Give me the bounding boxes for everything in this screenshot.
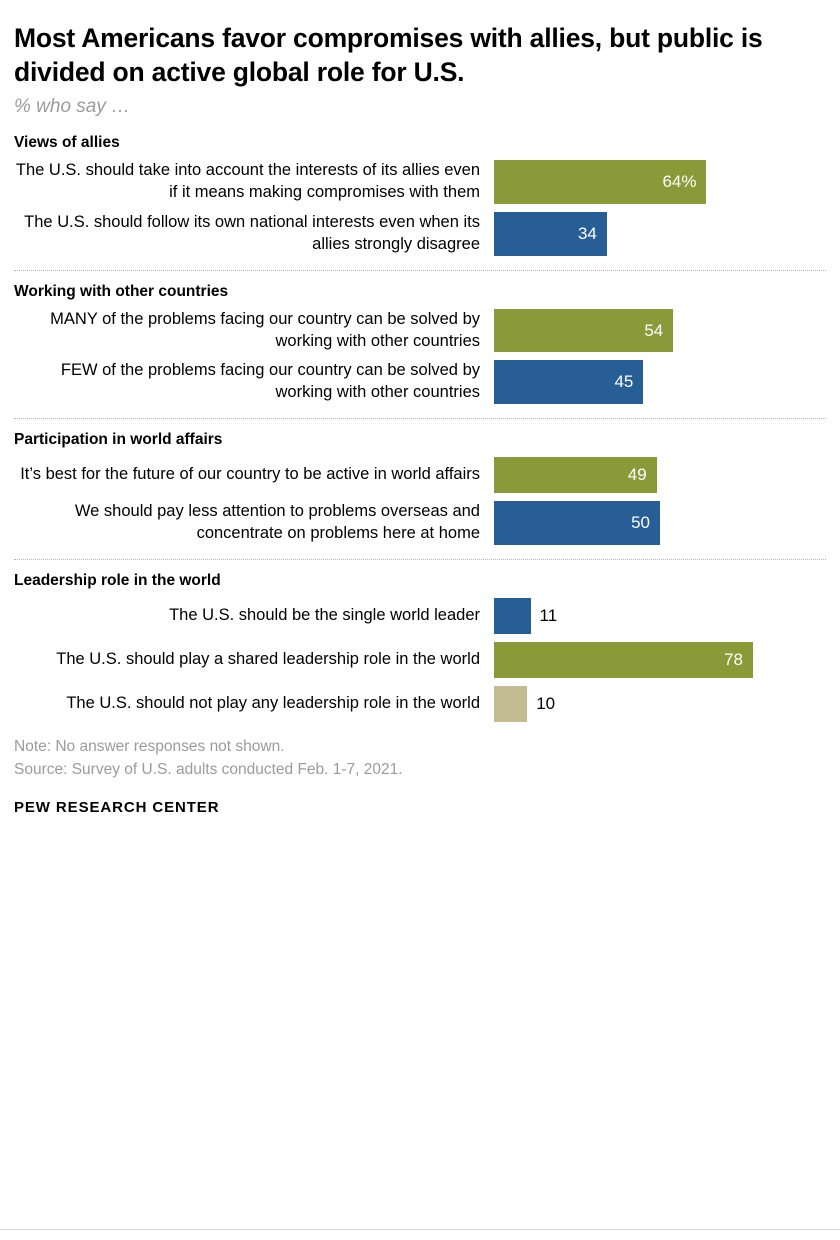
chart-bar-area bbox=[494, 686, 826, 722]
chart-bar-label: MANY of the problems facing our country can be solved by working with other countries bbox=[50, 309, 480, 350]
chart-bar-value: 10 bbox=[536, 694, 556, 714]
chart-bar-value: 45 bbox=[614, 372, 634, 392]
chart-bar-label: The U.S. should take into account the interests of its allies even if it means making compromises with them bbox=[15, 160, 480, 201]
chart-group-title: Leadership role in the world bbox=[14, 572, 221, 590]
chart-group-title: Working with other countries bbox=[14, 282, 229, 300]
chart-bar-row bbox=[14, 309, 826, 353]
chart-bar-area bbox=[494, 309, 826, 353]
chart-group bbox=[14, 431, 826, 545]
chart-group bbox=[14, 134, 826, 256]
chart-group-title: Views of allies bbox=[14, 133, 120, 151]
chart-groups bbox=[14, 134, 826, 722]
section-divider bbox=[14, 559, 826, 560]
chart-bar-value: 49 bbox=[627, 465, 647, 485]
chart-notes bbox=[14, 736, 826, 781]
chart-bar-row bbox=[14, 686, 826, 722]
chart-bar-area bbox=[494, 598, 826, 634]
chart-bar bbox=[494, 160, 706, 204]
chart-bar-label: FEW of the problems facing our country can be solved by working with other countries bbox=[60, 361, 480, 402]
chart-bar bbox=[494, 360, 643, 404]
chart-bar-list bbox=[14, 309, 826, 405]
chart-bar-row bbox=[14, 598, 826, 634]
chart-bar-value: 64% bbox=[662, 171, 697, 191]
chart-group-title: Participation in world affairs bbox=[14, 431, 223, 449]
chart-bar-area bbox=[494, 457, 826, 493]
chart-bar-row bbox=[14, 212, 826, 256]
chart-bar-row bbox=[14, 457, 826, 493]
chart-bar-value: 50 bbox=[631, 513, 650, 533]
chart-bar-list bbox=[14, 457, 826, 545]
chart-bar-area bbox=[494, 360, 826, 404]
chart-bar-row bbox=[14, 642, 826, 678]
chart-bar-area bbox=[494, 212, 826, 256]
chart-bar-row bbox=[14, 360, 826, 404]
chart-bar-area bbox=[494, 642, 826, 678]
note-line: Note: No answer responses not shown. bbox=[14, 738, 285, 756]
chart-group bbox=[14, 572, 826, 722]
pew-research-center-footer: PEW RESEARCH CENTER bbox=[14, 799, 220, 817]
chart-bar-area bbox=[494, 501, 826, 545]
chart-bar bbox=[494, 598, 531, 634]
chart-bar bbox=[494, 642, 753, 678]
source-line: Source: Survey of U.S. adults conducted Feb. 1-7, 2021. bbox=[14, 760, 403, 778]
page-title: Most Americans favor compromises with allies, but public is divided on active global role for U.S. bbox=[14, 23, 763, 87]
chart-bar bbox=[494, 501, 660, 545]
chart-bar bbox=[494, 212, 607, 256]
chart-bar-value: 78 bbox=[724, 650, 743, 670]
chart-bar-row bbox=[14, 501, 826, 545]
chart-bar-label: The U.S. should play a shared leadership role in the world bbox=[56, 650, 480, 669]
chart-bar bbox=[494, 457, 657, 493]
chart-bar-list bbox=[14, 598, 826, 722]
chart-bar-area bbox=[494, 160, 826, 204]
chart-bar bbox=[494, 686, 527, 722]
chart-bar bbox=[494, 309, 673, 353]
chart-bar-list bbox=[14, 160, 826, 256]
chart-bar-label: The U.S. should follow its own national interests even when its allies strongly disagree bbox=[24, 212, 480, 253]
section-divider bbox=[14, 270, 826, 271]
chart-bar-label: We should pay less attention to problems overseas and concentrate on problems here at home bbox=[74, 502, 480, 543]
chart-bar-row bbox=[14, 160, 826, 204]
chart-bar-value: 54 bbox=[644, 320, 664, 340]
chart-bar-label: The U.S. should not play any leadership role in the world bbox=[66, 694, 480, 713]
chart-subtitle: % who say … bbox=[14, 95, 131, 117]
chart-bar-value: 34 bbox=[577, 223, 597, 243]
chart-group bbox=[14, 283, 826, 405]
chart-bar-label: The U.S. should be the single world leader bbox=[169, 606, 480, 625]
chart-bar-value: 11 bbox=[539, 606, 558, 626]
bottom-divider bbox=[0, 1229, 840, 1230]
section-divider bbox=[14, 418, 826, 419]
chart-bar-label: It’s best for the future of our country to be active in world affairs bbox=[20, 465, 480, 484]
